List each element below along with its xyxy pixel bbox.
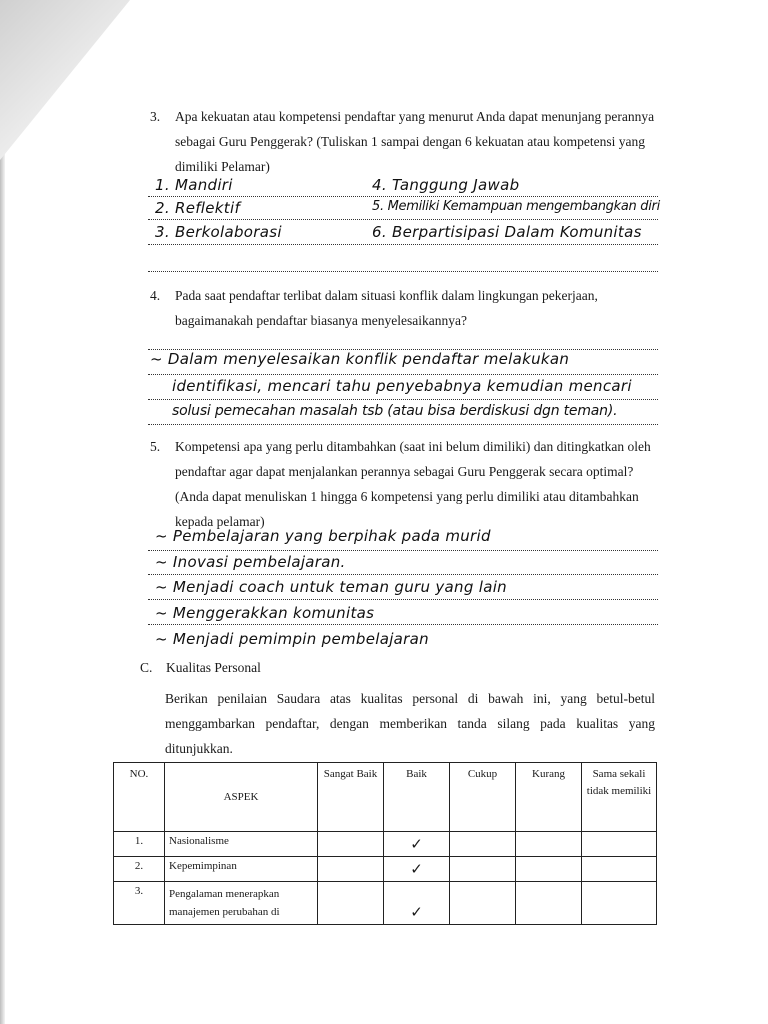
answer-line xyxy=(148,374,658,375)
cell-sangat-baik[interactable] xyxy=(318,832,384,857)
question-5 xyxy=(150,434,670,534)
question-text: Apa kekuatan atau kompetensi pendaftar yang menurut Anda dapat menunjang perannya sebagai Guru Penggerak? (Tuliskan 1 sampai dengan 6 kekuatan atau kompetensi yang dimiliki Pelamar) xyxy=(175,109,655,174)
header-kurang: Kurang xyxy=(516,763,582,832)
personal-quality-table xyxy=(113,762,657,925)
handwritten-answer: ~ Dalam menyelesaikan konflik pendaftar melakukan xyxy=(150,350,570,368)
cell-cukup[interactable] xyxy=(450,882,516,925)
header-cukup: Cukup xyxy=(450,763,516,832)
answer-line xyxy=(148,399,658,400)
cell-sama-sekali[interactable] xyxy=(582,882,657,925)
row-number: 2. xyxy=(114,857,165,882)
header-no: NO. xyxy=(114,763,165,832)
row-aspect: Nasionalisme xyxy=(165,832,318,857)
cell-kurang[interactable] xyxy=(516,857,582,882)
table-row xyxy=(114,832,657,857)
handwritten-answer: 1. Mandiri xyxy=(155,176,233,194)
handwritten-answer: ~ Pembelajaran yang berpihak pada murid xyxy=(155,527,491,545)
question-4 xyxy=(150,283,670,333)
header-sama-sekali: Sama sekali tidak memiliki xyxy=(582,763,657,832)
table-row xyxy=(114,882,657,925)
section-label: C. xyxy=(140,660,153,675)
section-title: Kualitas Personal xyxy=(166,660,261,675)
row-number: 3. xyxy=(114,882,165,925)
answer-line xyxy=(148,624,658,625)
answer-line xyxy=(148,196,658,197)
answer-line xyxy=(148,574,658,575)
question-3 xyxy=(150,104,670,179)
handwritten-answer: ~ Menggerakkan komunitas xyxy=(155,604,375,622)
cell-sama-sekali[interactable] xyxy=(582,832,657,857)
cell-kurang[interactable] xyxy=(516,832,582,857)
answer-line xyxy=(148,424,658,425)
cell-sangat-baik[interactable] xyxy=(318,882,384,925)
cell-cukup[interactable] xyxy=(450,857,516,882)
handwritten-answer: ~ Inovasi pembelajaran. xyxy=(155,553,346,571)
handwritten-answer: 5. Memiliki Kemampuan mengembangkan diri xyxy=(372,199,660,214)
row-aspect: Kepemimpinan xyxy=(165,857,318,882)
answer-line xyxy=(148,219,658,220)
section-instruction: Berikan penilaian Saudara atas kualitas personal di bawah ini, yang betul-betul menggambarkan pendaftar, dengan memberikan tanda silang pada kualitas yang ditunjukkan. xyxy=(165,691,655,756)
handwritten-answer: 3. Berkolaborasi xyxy=(155,223,282,241)
table-header-row xyxy=(114,763,657,832)
table-row xyxy=(114,857,657,882)
handwritten-answer: 2. Reflektif xyxy=(155,199,241,217)
cell-cukup[interactable] xyxy=(450,832,516,857)
cell-sangat-baik[interactable] xyxy=(318,857,384,882)
answer-line xyxy=(148,550,658,551)
answer-line xyxy=(148,244,658,245)
cell-baik-checked[interactable]: ✓ xyxy=(384,832,450,857)
question-number: 3. xyxy=(150,109,161,124)
handwritten-answer: ~ Menjadi coach untuk teman guru yang lain xyxy=(155,578,507,596)
header-sangat-baik: Sangat Baik xyxy=(318,763,384,832)
header-baik: Baik xyxy=(384,763,450,832)
row-number: 1. xyxy=(114,832,165,857)
cell-baik-checked[interactable]: ✓ xyxy=(384,857,450,882)
question-number: 5. xyxy=(150,439,161,454)
question-text: Kompetensi apa yang perlu ditambahkan (saat ini belum dimiliki) dan ditingkatkan oleh pendaftar agar dapat menjalankan perannya sebagai Guru Penggerak secara optimal? (Anda dapat menuliskan 1 hingga 6 kompetensi yang perlu dimiliki atau ditambahkan kepada pelamar) xyxy=(175,439,651,529)
handwritten-answer: 4. Tanggung Jawab xyxy=(372,176,520,194)
handwritten-answer: 6. Berpartisipasi Dalam Komunitas xyxy=(372,223,642,241)
question-number: 4. xyxy=(150,288,161,303)
answer-line xyxy=(148,599,658,600)
handwritten-answer: solusi pemecahan masalah tsb (atau bisa berdiskusi dgn teman). xyxy=(172,403,618,419)
row-aspect: Pengalaman menerapkan manajemen perubahan di xyxy=(165,882,318,925)
question-text: Pada saat pendaftar terlibat dalam situasi konflik dalam lingkungan pekerjaan, bagaimanakah pendaftar biasanya menyelesaikannya? xyxy=(175,288,598,328)
cell-baik-checked[interactable]: ✓ xyxy=(384,882,450,925)
header-aspek: ASPEK xyxy=(165,763,318,832)
cell-kurang[interactable] xyxy=(516,882,582,925)
answer-line xyxy=(148,271,658,272)
handwritten-answer: ~ Menjadi pemimpin pembelajaran xyxy=(155,630,429,648)
folded-corner xyxy=(0,0,130,160)
handwritten-answer: identifikasi, mencari tahu penyebabnya kemudian mencari xyxy=(172,377,632,395)
cell-sama-sekali[interactable] xyxy=(582,857,657,882)
